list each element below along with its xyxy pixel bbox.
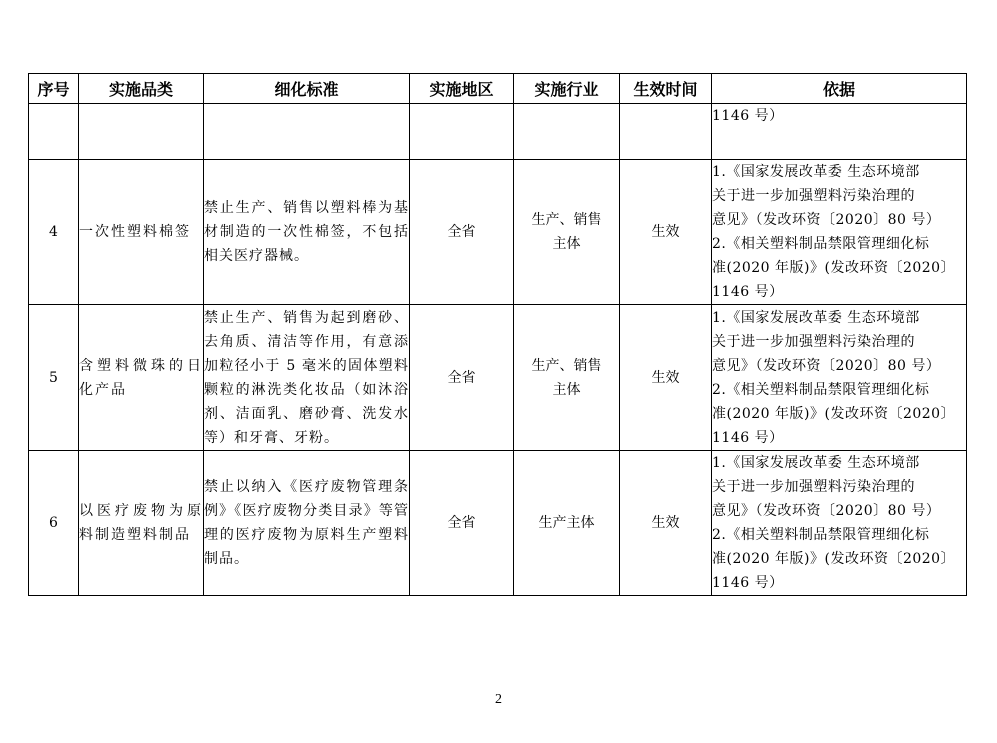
cell-basis: [712, 104, 967, 160]
cell-region: 全省: [410, 160, 514, 305]
cell-standard: 禁止生产、销售以塑料棒为基材制造的一次性棉签，不包括相关医疗器械。: [204, 160, 410, 305]
industry-line: 生产、销售: [531, 357, 602, 374]
cell-category: [79, 104, 204, 160]
basis-line: 关于进一步加强塑料污染治理的: [712, 188, 915, 204]
cell-no: 4: [29, 160, 79, 305]
cell-category: 含塑料微珠的日化产品: [79, 305, 204, 451]
cell-standard: 禁止以纳入《医疗废物管理条例》《医疗废物分类目录》等管理的医疗废物为原料生产塑料制品。: [204, 451, 410, 596]
table-header-row: [29, 74, 967, 104]
table-row: [29, 451, 967, 596]
basis-line: 2.《相关塑料制品禁限管理细化标: [712, 236, 930, 252]
industry-line: 生产主体: [538, 515, 595, 531]
basis-line: 1.《国家发展改革委 生态环境部: [712, 309, 920, 326]
cell-no: 5: [29, 305, 79, 451]
cell-region: 全省: [410, 451, 514, 596]
cell-industry: [514, 104, 620, 160]
cell-industry: [514, 160, 620, 305]
cell-no: 6: [29, 451, 79, 596]
basis-line: 意见》（发改环资〔2020〕80 号）: [712, 357, 941, 374]
basis-line: 1146 号）: [712, 575, 784, 591]
basis-line: 2.《相关塑料制品禁限管理细化标: [712, 527, 930, 543]
cell-basis: [712, 305, 967, 451]
basis-line: 1146 号）: [712, 284, 784, 300]
industry-line: 主体: [552, 236, 581, 252]
cell-effective-time: 生效: [620, 160, 712, 305]
header-basis: 依据: [712, 74, 967, 104]
cell-basis: [712, 160, 967, 305]
cell-standard: 禁止生产、销售为起到磨砂、去角质、清洁等作用，有意添加粒径小于 5 毫米的固体塑料颗粒的淋洗类化妆品（如沐浴剂、洁面乳、磨砂膏、洗发水等）和牙膏、牙粉。: [204, 305, 410, 451]
basis-line: 关于进一步加强塑料污染治理的: [712, 333, 915, 350]
basis-line: 关于进一步加强塑料污染治理的: [712, 479, 915, 495]
cell-effective-time: [620, 104, 712, 160]
basis-line: 意见》（发改环资〔2020〕80 号）: [712, 212, 941, 228]
header-region: 实施地区: [410, 74, 514, 104]
header-standard: 细化标准: [204, 74, 410, 104]
basis-line: 准(2020 年版)》(发改环资〔2020〕: [712, 405, 956, 422]
table-row: [29, 104, 967, 160]
cell-effective-time: 生效: [620, 305, 712, 451]
industry-line: 生产、销售: [531, 212, 602, 228]
cell-basis: [712, 451, 967, 596]
table-row: [29, 305, 967, 451]
industry-line: 主体: [552, 381, 581, 398]
cell-effective-time: 生效: [620, 451, 712, 596]
cell-standard: [204, 104, 410, 160]
basis-line: 意见》（发改环资〔2020〕80 号）: [712, 503, 941, 519]
basis-line: 2.《相关塑料制品禁限管理细化标: [712, 381, 930, 398]
header-industry: 实施行业: [514, 74, 620, 104]
basis-line: 1.《国家发展改革委 生态环境部: [712, 164, 920, 180]
cell-region: [410, 104, 514, 160]
header-no: 序号: [29, 74, 79, 104]
basis-line: 1.《国家发展改革委 生态环境部: [712, 455, 920, 471]
page-number: 2: [495, 692, 502, 707]
basis-line: 1146 号）: [712, 108, 784, 124]
cell-category: 一次性塑料棉签: [79, 160, 204, 305]
header-effective-time: 生效时间: [620, 74, 712, 104]
table-row: [29, 160, 967, 305]
cell-industry: [514, 451, 620, 596]
cell-category: 以医疗废物为原料制造塑料制品: [79, 451, 204, 596]
regulation-table: [28, 73, 967, 596]
cell-region: 全省: [410, 305, 514, 451]
header-category: 实施品类: [79, 74, 204, 104]
basis-line: 1146 号）: [712, 429, 784, 446]
basis-line: 准(2020 年版)》(发改环资〔2020〕: [712, 260, 956, 276]
cell-industry: [514, 305, 620, 451]
cell-no: [29, 104, 79, 160]
basis-line: 准(2020 年版)》(发改环资〔2020〕: [712, 551, 956, 567]
